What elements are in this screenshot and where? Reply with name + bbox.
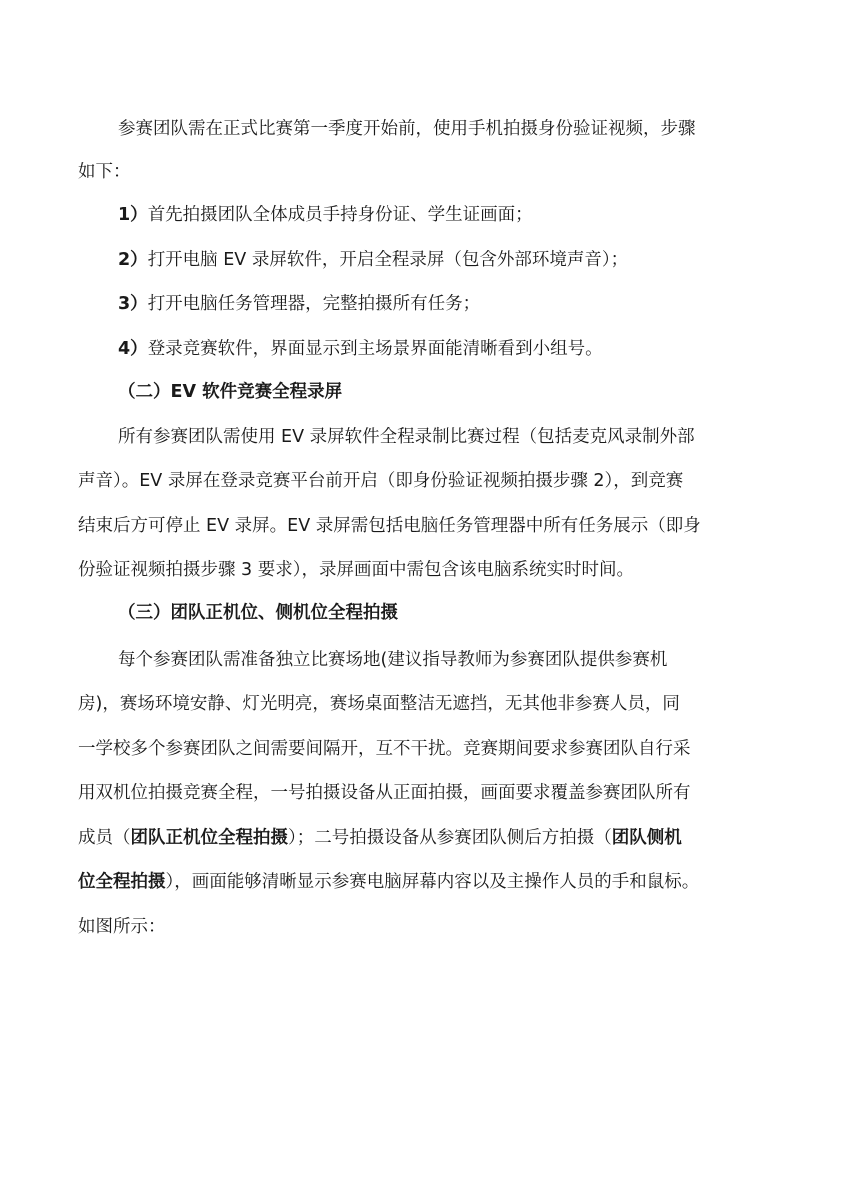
paragraph-line: 份验证视频拍摄步骤 3 要求），录屏画面中需包含该电脑系统实时时间。 (78, 560, 635, 580)
section-heading: （二）EV 软件竞赛全程录屏 (118, 382, 343, 402)
paragraph-line: 声音）。EV 录屏在登录竞赛平台前开启（即身份验证视频拍摄步骤 2），到竞赛 (78, 471, 684, 491)
step-text: 首先拍摄团队全体成员手持身份证、学生证画面； (147, 205, 533, 225)
step-item (118, 248, 628, 272)
text-run: ）；二号拍摄设备从参赛团队侧后方拍摄（ (288, 828, 612, 848)
step-number: 2） (118, 250, 148, 270)
step-text: 登录竞赛软件，界面显示到主场景界面能清晰看到小组号。 (147, 339, 603, 359)
paragraph-line (78, 826, 682, 850)
paragraph-line: 结束后方可停止 EV 录屏。EV 录屏需包括电脑任务管理器中所有任务展示（即身 (78, 516, 701, 536)
paragraph-line: 用双机位拍摄竞赛全程，一号拍摄设备从正面拍摄，画面要求覆盖参赛团队所有 (78, 783, 691, 803)
step-number: 3） (118, 294, 148, 314)
intro-paragraph-line: 参赛团队需在正式比赛第一季度开始前，使用手机拍摄身份验证视频，步骤 (118, 119, 696, 139)
step-text: 打开电脑任务管理器，完整拍摄所有任务； (147, 294, 481, 314)
paragraph-line: 每个参赛团队需准备独立比赛场地(建议指导教师为参赛团队提供参赛机 (118, 650, 668, 670)
text-run: ），画面能够清晰显示参赛电脑屏幕内容以及主操作人员的手和鼠标。 (165, 872, 700, 892)
step-number: 4） (118, 339, 148, 359)
bold-text-run: 位全程拍摄 (78, 872, 166, 892)
section-heading: （三）团队正机位、侧机位全程拍摄 (118, 603, 398, 623)
bold-text-run: 团队正机位全程拍摄 (130, 828, 288, 848)
step-item (118, 203, 533, 227)
bold-text-run: 团队侧机 (611, 828, 682, 848)
paragraph-line: 一学校多个参赛团队之间需要间隔开，互不干扰。竞赛期间要求参赛团队自行采 (78, 739, 691, 759)
step-text: 打开电脑 EV 录屏软件，开启全程录屏（包含外部环境声音）； (147, 250, 629, 270)
paragraph-line: 所有参赛团队需使用 EV 录屏软件全程录制比赛过程（包括麦克风录制外部 (118, 427, 695, 447)
paragraph-line (78, 870, 699, 894)
text-run: 成员（ (78, 828, 131, 848)
intro-paragraph-line: 如下： (78, 162, 131, 182)
step-item (118, 337, 603, 361)
paragraph-line: 房)，赛场环境安静、灯光明亮，赛场桌面整洁无遮挡，无其他非参赛人员，同 (78, 694, 680, 714)
step-number: 1） (118, 205, 148, 225)
paragraph-line: 如图所示： (78, 917, 166, 937)
step-item (118, 292, 480, 316)
